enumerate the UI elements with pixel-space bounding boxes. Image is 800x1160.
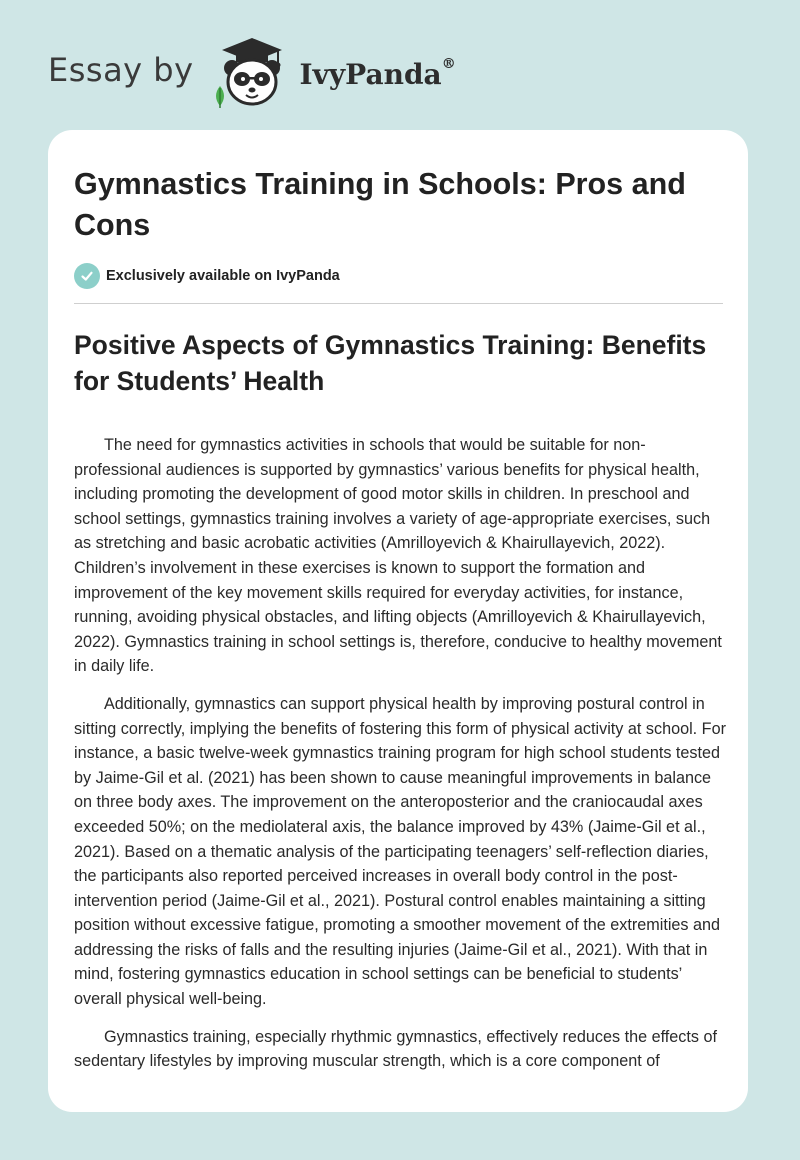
- badge-label: Exclusively available on IvyPanda: [106, 268, 340, 284]
- site-header: [48, 34, 456, 110]
- checkmark-icon: [74, 263, 100, 289]
- brand-name: IvyPanda®: [299, 55, 456, 91]
- paragraph: Gymnastics training, especially rhythmic gymnastics, effectively reduces the effects of sedentary lifestyles by improving muscular strength, which is a core component of: [74, 1027, 717, 1071]
- page-title: Gymnastics Training in Schools: Pros and Cons: [74, 167, 686, 242]
- panda-mascot-icon: [208, 34, 296, 110]
- essay-by-label: Essay by: [48, 51, 194, 89]
- essay-card: [48, 130, 748, 1112]
- exclusive-badge: [74, 262, 722, 290]
- section-heading: Positive Aspects of Gymnastics Training: Benefits for Students’ Health: [74, 330, 707, 396]
- ivypanda-logo[interactable]: [208, 34, 456, 110]
- paragraph: The need for gymnastics activities in schools that would be suitable for non-professional audiences is supported by gymnastics’ various benefits for physical health, including promoting the development of good motor skills in children. In preschool and school settings, gymnastics training involves a variety of age-appropriate exercises, such as stretching and basic acrobatic activities (Amrilloyevich & Khairullayevich, 2022). Children’s involvement in these exercises is known to support the formation and improvement of the key movement skills required for everyday activities, for instance, running, avoiding physical obstacles, and lifting objects (Amrilloyevich & Khairullayevich, 2022). Gymnastics training in school settings is, therefore, conducive to healthy movement in daily life.: [74, 436, 722, 676]
- divider: [74, 303, 723, 304]
- paragraph: Additionally, gymnastics can support physical health by improving postural control in sitting correctly, implying the benefits of fostering this form of physical activity at school. For instance, a basic twelve-week gymnastics training program for high school students tested by Jaime-Gil et al. (2021) has been shown to cause meaningful improvements in balance on three body axes. The improvement on the anteroposterior and the craniocaudal axes exceeded 50%; on the mediolateral axis, the balance improved by 43% (Jaime-Gil et al., 2021). Based on a thematic analysis of the participating teenagers’ self-reflection diaries, the participants also reported perceived increases in overall body control in the post-intervention period (Jaime-Gil et al., 2021). Postural control enables maintaining a sitting position without excessive fatigue, promoting a smoother movement of the extremities and addressing the risks of falls and the resulting injuries (Jaime-Gil et al., 2021). With that in mind, fostering gymnastics education in school settings can be beneficial to students’ overall physical well-being.: [74, 694, 726, 1009]
